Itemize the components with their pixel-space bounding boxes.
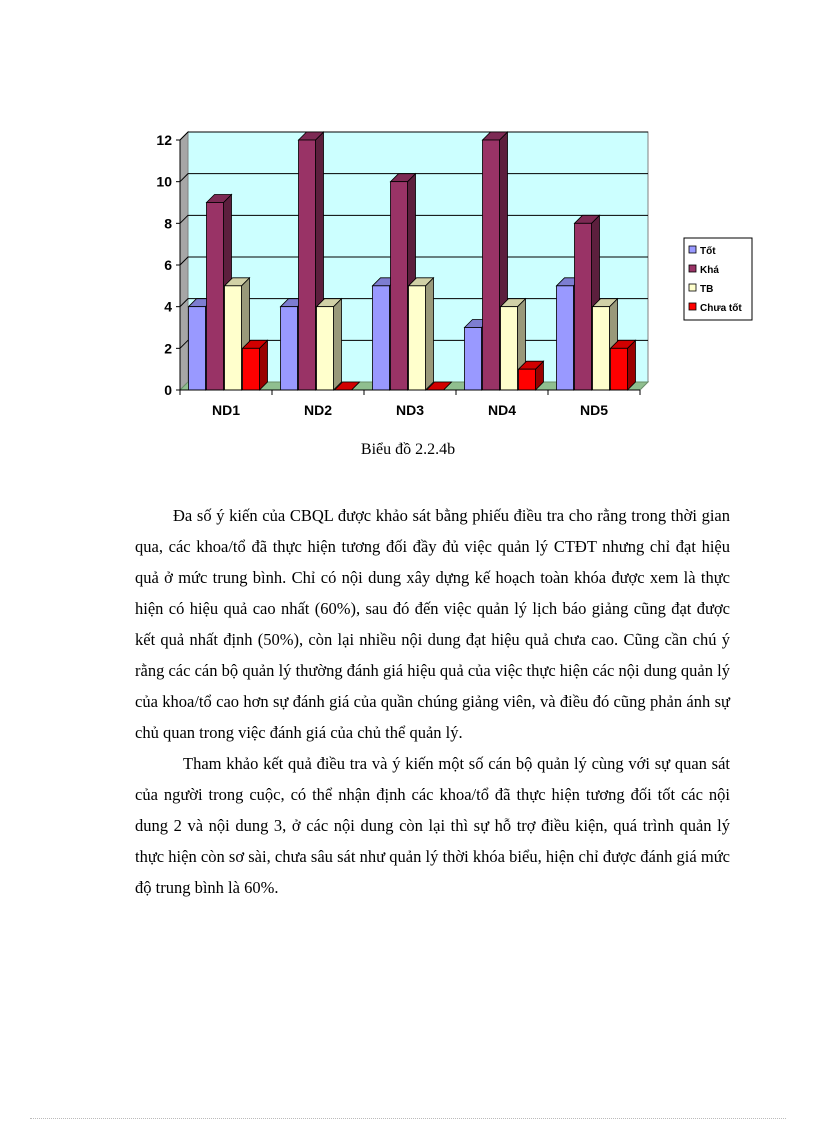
bar-ND5-4 bbox=[611, 340, 636, 390]
legend-label: Chưa tốt bbox=[700, 303, 742, 314]
bar-front bbox=[189, 307, 206, 390]
bar-ND2-3 bbox=[317, 299, 342, 390]
bar-side bbox=[426, 278, 434, 390]
bar-front bbox=[611, 348, 628, 390]
bar-front bbox=[391, 182, 408, 390]
paragraph-1: Đa số ý kiến của CBQL được khảo sát bằng phiếu điều tra cho rằng trong thời gian qua, các khoa/tổ đã thực hiện tương đối đầy đủ việc quản lý CTĐT nhưng chỉ đạt hiệu quả ở mức trung bình. Chỉ có nội dung xây dựng kế hoạch toàn khóa được xem là thực hiện có hiệu quả cao nhất (60%), sau đó đến việc quản lý lịch báo giảng cũng đạt được kết quả nhất định (50%), còn lại nhiều nội dung đạt hiệu quả chưa cao. Cũng cần chú ý rằng các cán bộ quản lý thường đánh giá hiệu quả của việc thực hiện các nội dung quản lý của khoa/tổ cao hơn sự đánh giá của quần chúng giảng viên, và điều đó cũng phản ánh sự chủ quan trong việc đánh giá của chủ thể quản lý. bbox=[135, 506, 730, 742]
bar-front bbox=[409, 286, 426, 390]
legend-swatch bbox=[689, 303, 696, 310]
x-tick-label: ND2 bbox=[303, 402, 333, 418]
chart-caption: Biểu đồ 2.2.4b bbox=[360, 441, 456, 458]
bar-front bbox=[299, 140, 316, 390]
bar-ND4-4 bbox=[519, 361, 544, 390]
bar-front bbox=[281, 307, 298, 390]
body-text bbox=[135, 500, 730, 903]
legend-swatch bbox=[689, 246, 696, 253]
y-tick-label: 0 bbox=[164, 382, 172, 398]
bar-side bbox=[334, 299, 342, 390]
y-tick-label: 10 bbox=[156, 173, 172, 190]
legend-label: Tốt bbox=[700, 246, 716, 257]
bar-front bbox=[225, 286, 242, 390]
y-tick-label: 12 bbox=[156, 132, 172, 148]
y-tick-label: 4 bbox=[164, 298, 172, 315]
bar-side bbox=[628, 340, 636, 390]
bar-front bbox=[243, 348, 260, 390]
x-tick-label: ND3 bbox=[395, 402, 425, 418]
y-tick-label: 2 bbox=[164, 340, 172, 357]
bar-front bbox=[207, 203, 224, 391]
bar-front bbox=[373, 286, 390, 390]
y-tick-label: 6 bbox=[164, 257, 172, 273]
bar-ND3-3 bbox=[409, 278, 434, 390]
legend-label: TB bbox=[700, 284, 714, 295]
legend-swatch bbox=[689, 284, 696, 291]
x-tick-label: ND1 bbox=[211, 402, 241, 418]
bar-front bbox=[557, 286, 574, 390]
legend-label: Khá bbox=[700, 265, 719, 276]
bar-front bbox=[575, 223, 592, 390]
bar-front bbox=[501, 307, 518, 390]
x-tick-label: ND4 bbox=[487, 402, 517, 418]
legend-swatch bbox=[689, 265, 696, 272]
bar-front bbox=[465, 328, 482, 391]
bar-front bbox=[317, 307, 334, 390]
paragraph-2: Tham khảo kết quả điều tra và ý kiến một số cán bộ quản lý cùng với sự quan sát của người trong cuộc, có thể nhận định các khoa/tổ đã thực hiện tương đối tốt các nội dung 2 và nội dung 3, ở các nội dung còn lại thì sự hỗ trợ điều kiện, quá trình quản lý thực hiện còn sơ sài, chưa sâu sát như quản lý thời khóa biểu, hiện chỉ được đánh giá mức độ trung bình là 60%. bbox=[135, 754, 730, 897]
x-tick-label: ND5 bbox=[579, 402, 609, 418]
bar-chart bbox=[0, 0, 816, 440]
bar-front bbox=[483, 140, 500, 390]
bar-side bbox=[260, 340, 268, 390]
page-bottom-divider bbox=[30, 1118, 786, 1119]
y-tick-label: 8 bbox=[164, 215, 172, 232]
bar-front bbox=[519, 369, 536, 390]
bar-front bbox=[593, 307, 610, 390]
bar-ND1-4 bbox=[243, 340, 268, 390]
